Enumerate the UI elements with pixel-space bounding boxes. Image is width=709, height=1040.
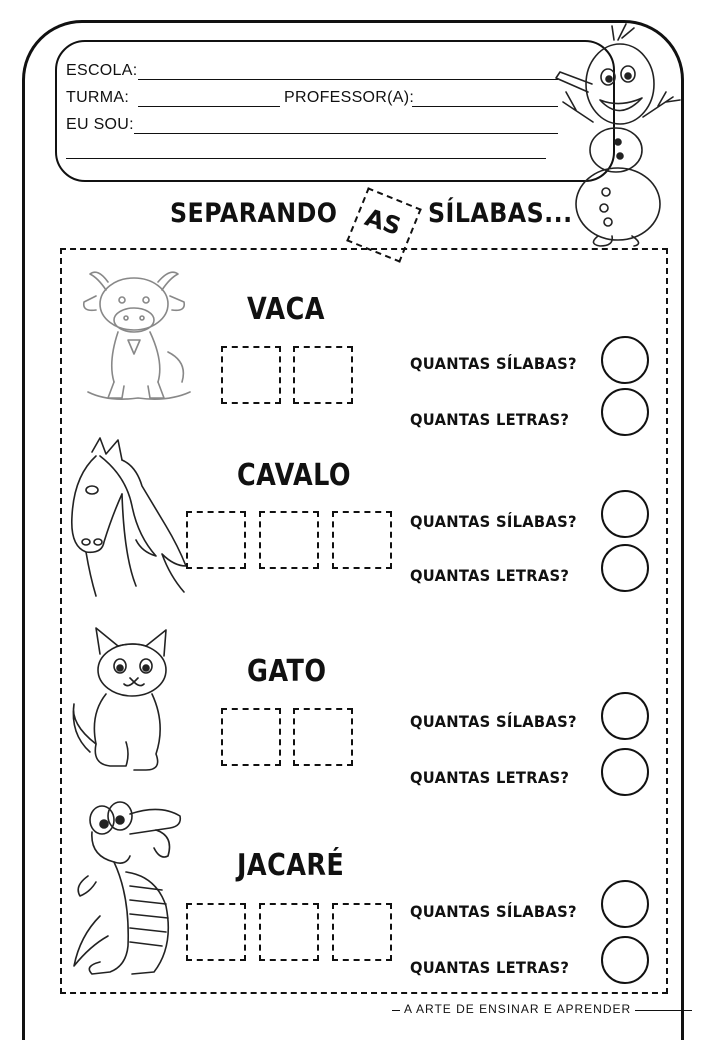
question-letters: QUANTAS LETRAS? [410,768,570,787]
title-part2: SÍLABAS... [428,198,573,229]
answer-circle-letters[interactable] [601,544,649,592]
question-syllables: QUANTAS SÍLABAS? [410,354,577,373]
question-letters: QUANTAS LETRAS? [410,958,570,977]
syllable-box[interactable] [332,511,392,569]
student-info-box [55,40,615,182]
word-label: CAVALO [237,458,352,493]
syllable-box[interactable] [259,511,319,569]
answer-circle-syllables[interactable] [601,490,649,538]
answer-circle-syllables[interactable] [601,880,649,928]
syllable-box[interactable] [293,346,353,404]
alligator-icon [70,796,190,988]
turma-label: TURMA: [66,89,130,106]
turma-field[interactable] [138,106,280,107]
eu-sou-field[interactable] [134,133,558,134]
title-part1: SEPARANDO [170,198,338,229]
syllable-box[interactable] [186,511,246,569]
question-syllables: QUANTAS SÍLABAS? [410,902,577,921]
professor-field[interactable] [412,106,558,107]
escola-label: ESCOLA: [66,62,138,79]
question-letters: QUANTAS LETRAS? [410,566,570,585]
horse-icon [66,436,190,604]
syllable-box[interactable] [259,903,319,961]
title-middle: AS [361,203,405,241]
answer-circle-letters[interactable] [601,748,649,796]
syllable-box[interactable] [221,346,281,404]
question-syllables: QUANTAS SÍLABAS? [410,712,577,731]
cat-icon [66,624,186,776]
answer-circle-letters[interactable] [601,936,649,984]
answer-circle-syllables[interactable] [601,336,649,384]
extra-line-field[interactable] [66,158,546,159]
syllable-box[interactable] [293,708,353,766]
cow-icon [78,262,198,412]
answer-circle-syllables[interactable] [601,692,649,740]
syllable-box[interactable] [186,903,246,961]
syllable-box[interactable] [221,708,281,766]
word-label: VACA [247,292,325,327]
question-syllables: QUANTAS SÍLABAS? [410,512,577,531]
eu-sou-label: EU SOU: [66,116,134,133]
word-label: JACARÉ [237,848,345,883]
footer-credit: A ARTE DE ENSINAR E APRENDER [400,1002,635,1016]
question-letters: QUANTAS LETRAS? [410,410,570,429]
escola-field[interactable] [138,79,558,80]
syllable-box[interactable] [332,903,392,961]
professor-label: PROFESSOR(A): [284,89,415,106]
answer-circle-letters[interactable] [601,388,649,436]
word-label: GATO [247,654,327,689]
